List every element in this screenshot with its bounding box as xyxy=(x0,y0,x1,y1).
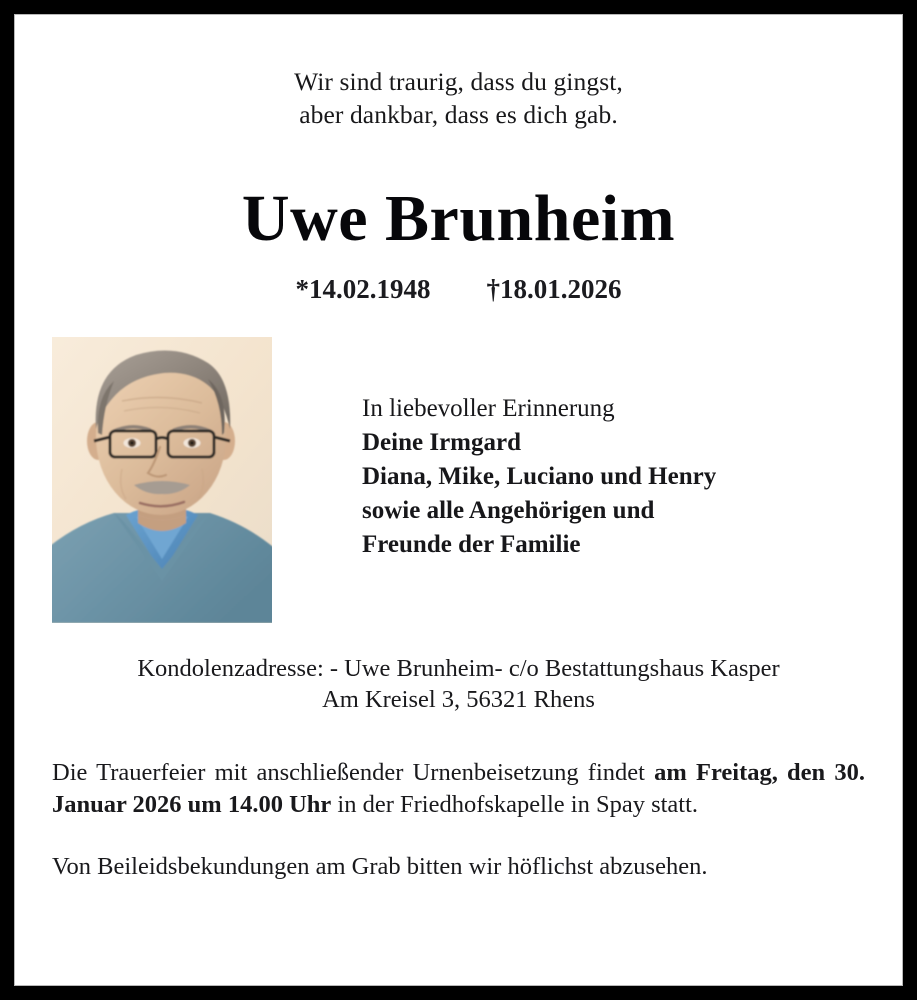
ceremony-text-before: Die Trauerfeier mit anschließender Urnenbeisetzung findet xyxy=(52,759,655,786)
dedication-line-1: Deine Irmgard xyxy=(362,429,521,456)
epigraph-line-2: aber dankbar, dass es dich gab. xyxy=(299,100,618,129)
dedication-line-4: Freunde der Familie xyxy=(362,531,581,558)
death-date xyxy=(487,274,622,304)
portrait-illustration xyxy=(52,337,272,623)
ceremony-text-after: in der Friedhofskapelle in Spay statt. xyxy=(331,791,699,818)
dedication-line-2: Diana, Mike, Luciano und Henry xyxy=(362,463,717,490)
condolence-line-1: Kondolenzadresse: - Uwe Brunheim- c/o Bestattungshaus Kasper xyxy=(137,655,780,682)
death-cross-icon: † xyxy=(486,274,500,304)
dedication-intro: In liebevoller Erinnerung xyxy=(362,395,615,422)
portrait-and-dedication xyxy=(52,337,865,623)
birth-date-value: 14.02.1948 xyxy=(309,274,431,304)
condolence-line-2: Am Kreisel 3, 56321 Rhens xyxy=(322,686,595,713)
condolence-address xyxy=(52,653,865,715)
ceremony-datetime: am Freitag, den 30. Januar 2026 um 14.00 Uhr xyxy=(52,759,865,818)
dedication-line-3: sowie alle Angehörigen und xyxy=(362,497,655,524)
closing-note: Von Beileidsbekundungen am Grab bitten wir höflichst abzusehen. xyxy=(52,853,708,880)
portrait-photo xyxy=(52,337,272,623)
deceased-name: Uwe Brunheim xyxy=(241,182,676,255)
life-dates xyxy=(52,273,865,305)
epigraph-line-1: Wir sind traurig, dass du gingst, xyxy=(294,67,623,96)
ceremony-details xyxy=(52,757,865,821)
dedication-block xyxy=(362,337,716,562)
obituary-notice-card xyxy=(14,14,903,986)
birth-date xyxy=(296,274,431,304)
birth-star-icon: * xyxy=(295,274,309,304)
death-date-value: 18.01.2026 xyxy=(500,274,622,304)
epigraph xyxy=(52,15,865,131)
